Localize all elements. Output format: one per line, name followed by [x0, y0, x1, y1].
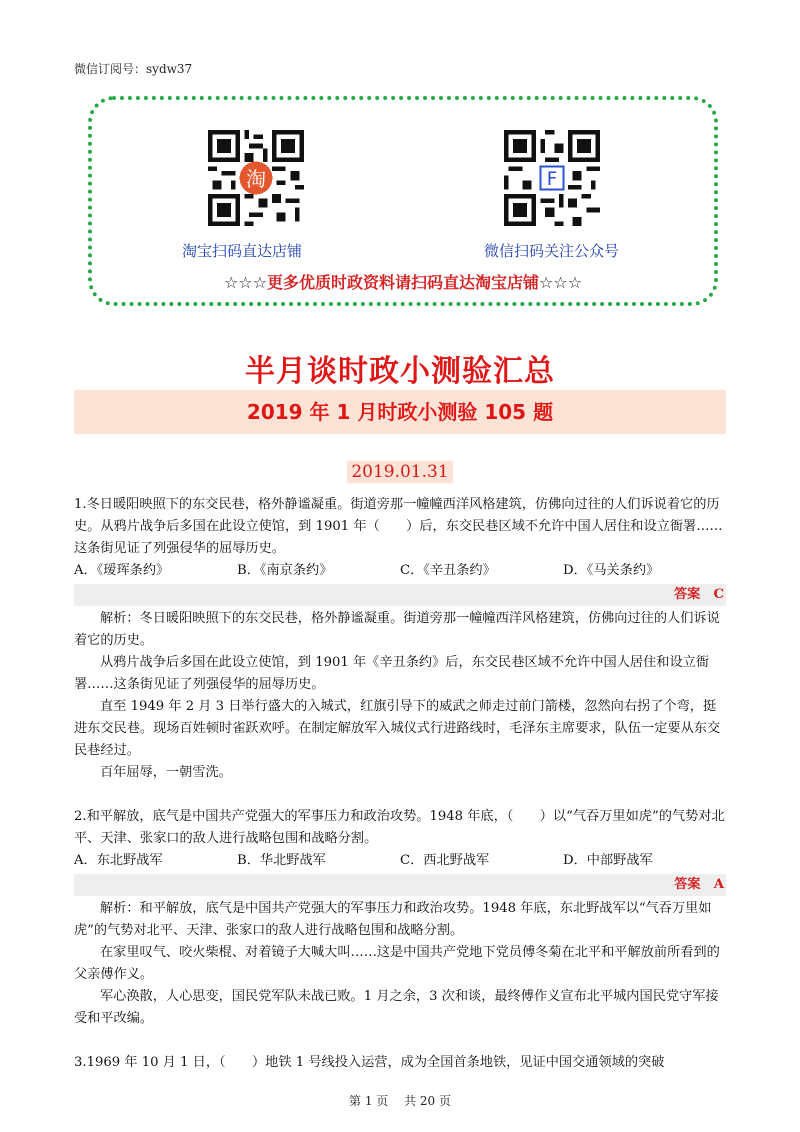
- analysis-paragraph: 解析：和平解放，底气是中国共产党强大的军事压力和政治攻势。1948 年底，东北野战军以“气吞万里如虎”的气势对北平、天津、张家口的敌人进行战略包围和战略分割。: [74, 901, 712, 938]
- answer-bar: 答案 C: [74, 584, 726, 606]
- subtitle-banner: 2019 年 1 月时政小测验 105 题: [74, 390, 726, 434]
- star-icons-right: ☆☆☆: [539, 273, 583, 292]
- option-c: C．西北野战军: [400, 853, 490, 868]
- option-c: C．《辛丑条约》: [400, 563, 496, 578]
- analysis-paragraph: 解析：冬日暖阳映照下的东交民巷，格外静谧凝重。街道旁那一幢幢西洋风格建筑，仿佛向过往的人们诉说着它的历史。: [74, 611, 720, 648]
- analysis-paragraph: 直至 1949 年 2 月 3 日举行盛大的入城式，红旗引导下的威武之师走过前门箭楼，忽然向右拐了个弯，挺进东交民巷。现场百姓顿时雀跃欢呼。在制定解放军入城仪式行进路线时，毛泽东主席要求，队伍一定要从东交民巷经过。: [74, 699, 721, 758]
- question-stem: 3.1969 年 10 月 1 日，（ ）地铁 1 号线投入运营，成为全国首条地铁，见证中国交通领域的突破: [74, 1055, 665, 1070]
- analysis-paragraph: 在家里叹气、咬火柴棍、对着镜子大喊大叫……这是中国共产党地下党员傅冬菊在北平和平解放前所看到的父亲傅作义。: [74, 945, 720, 982]
- question-stem: 1.冬日暖阳映照下的东交民巷，格外静谧凝重。街道旁那一幢幢西洋风格建筑，仿佛向过往的人们诉说着它的历史。从鸦片战争后多国在此设立使馆，到 1901 年（ ）后，东交民巷区域不允许中国人居住和设立衙署……这条街见证了列强侵华的屈辱历史。: [74, 497, 723, 556]
- quiz-date-text: 2019.01.31: [347, 461, 452, 483]
- answer-bar: 答案 A: [74, 874, 726, 896]
- option-b: B．华北野战军: [237, 853, 326, 868]
- analysis-paragraph: 军心涣散，人心思变，国民党军队未战已败。1 月之余，3 次和谈，最终傅作义宣布北平城内国民党守军接受和平改编。: [74, 989, 719, 1026]
- promo-box: [88, 96, 718, 306]
- analysis-paragraph: 从鸦片战争后多国在此设立使馆，到 1901 年《辛丑条约》后，东交民巷区域不允许中国人居住和设立衙署……这条街见证了列强侵华的屈辱历史。: [74, 655, 710, 692]
- page-title: 半月谈时政小测验汇总: [245, 354, 555, 389]
- question-options: [74, 850, 726, 872]
- option-b: B．《南京条约》: [237, 563, 333, 578]
- question-stem: 2.和平解放，底气是中国共产党强大的军事压力和政治攻势。1948 年底，（ ）以“气吞万里如虎”的气势对北平、天津、张家口的敌人进行战略包围和战略分割。: [74, 809, 725, 846]
- questions-body: [74, 494, 726, 1074]
- option-d: D．《马关条约》: [563, 563, 660, 578]
- option-a: A．东北野战军: [74, 853, 163, 868]
- wechat-caption: 微信扫码关注公众号: [484, 242, 620, 260]
- taobao-caption: 淘宝扫码直达店铺: [182, 242, 303, 260]
- wechat-qr-code[interactable]: [504, 130, 600, 226]
- promo-line: [92, 270, 714, 293]
- question-options: [74, 560, 726, 582]
- taobao-logo-icon: 淘: [245, 166, 267, 191]
- page-footer: 第 1 页 共 20 页: [349, 1094, 451, 1108]
- star-icons-left: ☆☆☆: [223, 273, 267, 292]
- taobao-qr-code[interactable]: [208, 130, 304, 226]
- option-d: D．中部野战军: [563, 853, 653, 868]
- quiz-date: [0, 462, 800, 482]
- analysis-paragraph: 百年屈辱，一朝雪洗。: [100, 765, 232, 780]
- option-a: A．《瑷珲条约》: [74, 563, 170, 578]
- wechat-logo-icon: F: [546, 168, 558, 190]
- promo-text: 更多优质时政资料请扫码直达淘宝店铺: [266, 273, 539, 292]
- wechat-subscription-id: 微信订阅号：sydw37: [74, 62, 193, 76]
